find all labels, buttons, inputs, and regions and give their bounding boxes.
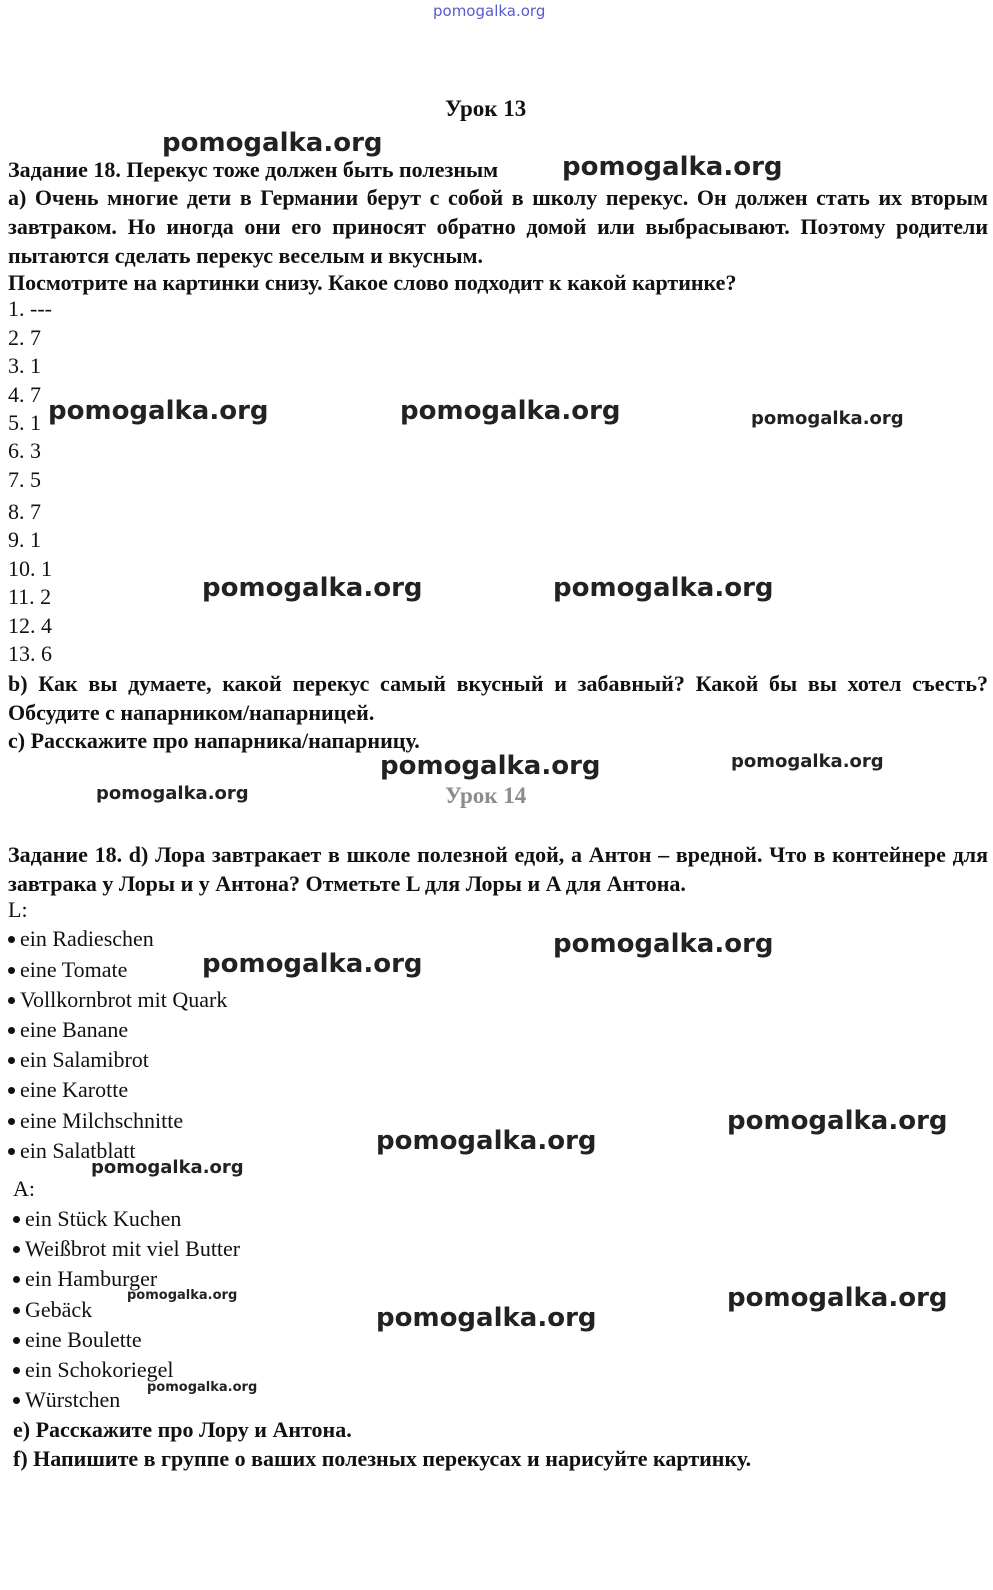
answer-item: 11. 2 bbox=[8, 584, 52, 609]
list-item: ein Salamibrot bbox=[8, 1047, 149, 1073]
answer-item: 1. --- bbox=[8, 296, 52, 321]
list-item: Weißbrot mit viel Butter bbox=[13, 1236, 240, 1262]
watermark-top: pomogalka.org bbox=[433, 2, 546, 20]
list-item: ein Hamburger bbox=[13, 1266, 157, 1292]
answer-item: 4. 7 bbox=[8, 382, 41, 407]
list-item: eine Milchschnitte bbox=[8, 1108, 183, 1134]
watermark: pomogalka.org bbox=[202, 949, 423, 979]
list-item: eine Tomate bbox=[8, 957, 127, 983]
task-18d-heading: Задание 18. d) Лора завтракает в школе полезной едой, а Антон – вредной. Что в контейнере для завтрака у Лоры и у Антона? Отметьте L для Лоры и A для Антона. bbox=[8, 842, 988, 896]
watermark: pomogalka.org bbox=[91, 1157, 244, 1178]
watermark: pomogalka.org bbox=[562, 152, 783, 182]
list-item: ein Schokoriegel bbox=[13, 1357, 173, 1383]
answer-item: 5. 1 bbox=[8, 410, 41, 435]
watermark: pomogalka.org bbox=[400, 396, 621, 426]
task-18-question: Посмотрите на картинки снизу. Какое слово подходит к какой картинке? bbox=[8, 270, 737, 295]
list-item: Gebäck bbox=[13, 1297, 92, 1323]
list-item: ein Radieschen bbox=[8, 926, 154, 952]
answer-item: 13. 6 bbox=[8, 641, 52, 666]
watermark: pomogalka.org bbox=[727, 1283, 948, 1313]
watermark: pomogalka.org bbox=[48, 396, 269, 426]
list-item: eine Karotte bbox=[8, 1077, 128, 1103]
answer-item: 8. 7 bbox=[8, 499, 41, 524]
list-item: ein Salatblatt bbox=[8, 1138, 135, 1164]
watermark: pomogalka.org bbox=[553, 573, 774, 603]
list-item: eine Banane bbox=[8, 1017, 128, 1043]
answer-item: 6. 3 bbox=[8, 438, 41, 463]
watermark: pomogalka.org bbox=[147, 1380, 258, 1395]
answer-item: 9. 1 bbox=[8, 527, 41, 552]
list-item: eine Boulette bbox=[13, 1327, 142, 1353]
watermark: pomogalka.org bbox=[127, 1288, 238, 1303]
task-18-heading: Задание 18. Перекус тоже должен быть полезным bbox=[8, 157, 499, 182]
task-18-part-e: e) Расскажите про Лору и Антона. bbox=[13, 1417, 352, 1442]
watermark: pomogalka.org bbox=[553, 929, 774, 959]
watermark: pomogalka.org bbox=[202, 573, 423, 603]
answer-item: 7. 5 bbox=[8, 467, 41, 492]
watermark: pomogalka.org bbox=[731, 751, 884, 772]
lesson-14-title: Урок 14 bbox=[445, 783, 527, 808]
task-18-part-b: b) Как вы думаете, какой перекус самый вкусный и забавный? Какой бы вы хотел съесть? Обсудите с напарником/напарницей. bbox=[8, 671, 988, 725]
answer-item: 10. 1 bbox=[8, 556, 52, 581]
label-a: A: bbox=[13, 1176, 35, 1201]
watermark: pomogalka.org bbox=[162, 128, 383, 158]
task-18-part-f: f) Напишите в группе о ваших полезных перекусах и нарисуйте картинку. bbox=[13, 1446, 752, 1471]
list-item: Würstchen bbox=[13, 1387, 120, 1413]
list-item: ein Stück Kuchen bbox=[13, 1206, 181, 1232]
watermark: pomogalka.org bbox=[727, 1106, 948, 1136]
watermark: pomogalka.org bbox=[376, 1126, 597, 1156]
watermark: pomogalka.org bbox=[380, 751, 601, 781]
list-item: Vollkornbrot mit Quark bbox=[8, 987, 227, 1013]
watermark: pomogalka.org bbox=[751, 408, 904, 429]
watermark: pomogalka.org bbox=[96, 783, 249, 804]
label-l: L: bbox=[8, 897, 28, 922]
answer-item: 2. 7 bbox=[8, 325, 41, 350]
answer-item: 3. 1 bbox=[8, 353, 41, 378]
answer-item: 12. 4 bbox=[8, 613, 52, 638]
task-18-intro: а) Очень многие дети в Германии берут с собой в школу перекус. Он должен стать их вторым завтраком. Но иногда они его приносят обратно домой или выбрасывают. Поэтому родители пытаются сделать перекус веселым и вкусным. bbox=[8, 185, 988, 268]
lesson-13-title: Урок 13 bbox=[445, 96, 527, 121]
watermark: pomogalka.org bbox=[376, 1303, 597, 1333]
task-18-part-c: c) Расскажите про напарника/напарницу. bbox=[8, 728, 420, 753]
